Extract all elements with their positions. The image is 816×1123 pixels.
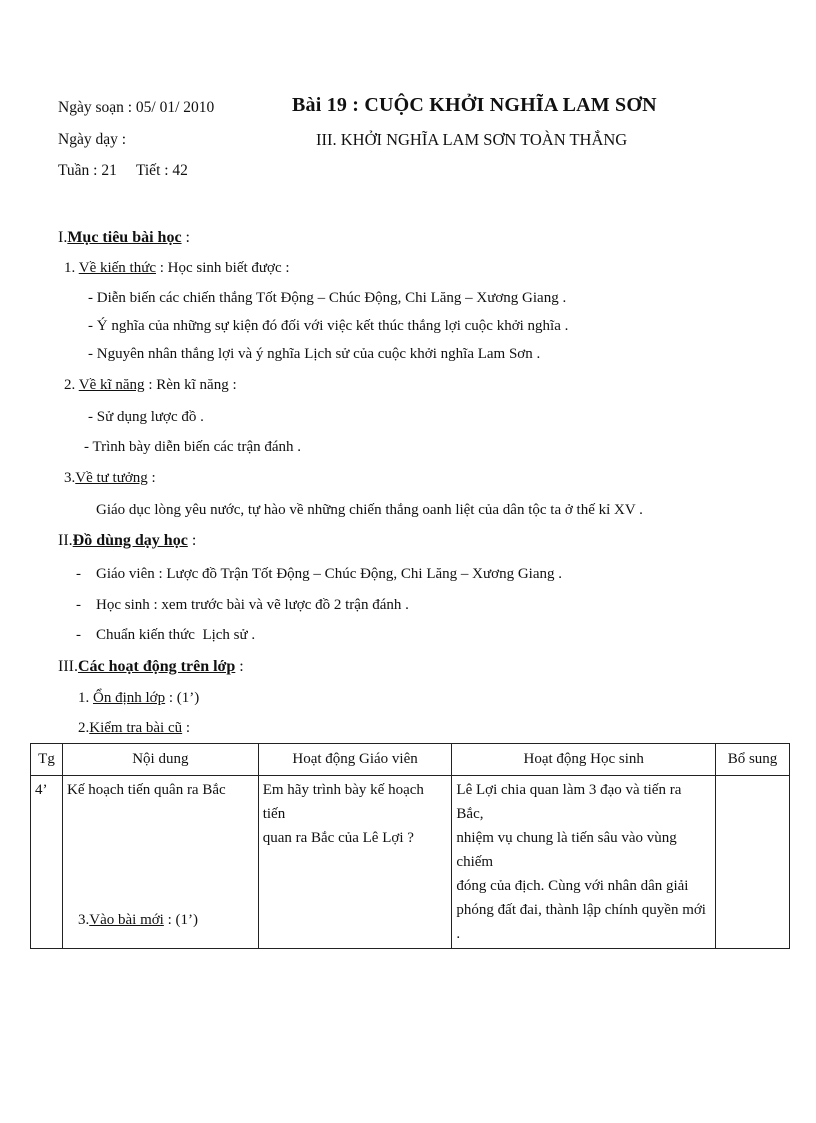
step-rest: : (1’) [165, 690, 200, 706]
subsection-number: 2. [64, 377, 79, 393]
subsection-number: 1. [64, 260, 79, 276]
week-period: Tuần : 21 Tiết : 42 [58, 162, 188, 179]
subsection-rest: : [147, 470, 156, 486]
section-number: III. [58, 658, 78, 675]
lesson-title: Bài 19 : CUỘC KHỞI NGHĨA LAM SƠN [292, 94, 657, 116]
step-rest: : [182, 720, 191, 736]
materials-item: - Giáo viên : Lược đồ Trận Tốt Động – Chúc Động, Chi Lăng – Xương Giang . [76, 566, 562, 582]
subsection-skills [64, 377, 237, 394]
subsection-number: 3. [64, 470, 76, 486]
knowledge-item: - Diễn biến các chiến thắng Tốt Động – Chúc Động, Chi Lăng – Xương Giang . [88, 290, 567, 306]
section-activities-heading [58, 658, 244, 676]
attitude-text: Giáo dục lòng yêu nước, tự hào về những chiến thắng oanh liệt của dân tộc ta ở thế kỉ XV . [96, 502, 643, 518]
col-header-teacher: Hoạt động Giáo viên [258, 744, 452, 776]
step-label: Vào bài mới [89, 912, 164, 928]
section-number: I. [58, 229, 68, 246]
step-review [78, 720, 190, 737]
subsection-label: Về tư tưởng [75, 470, 148, 486]
student-line: phóng đất đai, thành lập chính quyền mới . [456, 902, 706, 942]
section-suffix: : [187, 532, 197, 549]
step-label: Ổn định lớp [93, 690, 166, 706]
col-header-content: Nội dung [62, 744, 258, 776]
step-number: 1. [78, 690, 93, 706]
student-line: đóng của địch. Cùng với nhân dân giải [456, 878, 689, 894]
date-taught: Ngày dạy : [58, 131, 127, 148]
step-rest: : (1’) [163, 912, 198, 928]
cell-student [452, 776, 716, 949]
student-line: Lê Lợi chia quan làm 3 đạo và tiến ra Bắc, [456, 782, 682, 822]
subsection-label: Về kiến thức [78, 260, 157, 276]
col-header-notes: Bổ sung [716, 744, 790, 776]
knowledge-item: - Ý nghĩa của những sự kiện đó đối với việc kết thúc thắng lợi cuộc khởi nghĩa . [88, 318, 569, 334]
cell-teacher [258, 776, 452, 949]
subsection-rest: : Học sinh biết được : [156, 260, 290, 276]
subsection-label: Về kĩ năng [78, 377, 145, 393]
section-suffix: : [181, 229, 190, 246]
subsection-knowledge [64, 260, 290, 277]
knowledge-item: - Nguyên nhân thắng lợi và ý nghĩa Lịch sử của cuộc khởi nghĩa Lam Sơn . [88, 346, 541, 362]
materials-item: - Học sinh : xem trước bài và vẽ lược đồ 2 trận đánh . [76, 597, 409, 613]
date-prepared: Ngày soạn : 05/ 01/ 2010 [58, 99, 215, 116]
step-stabilize [78, 690, 199, 707]
cell-content: Kế hoạch tiến quân ra Bắc [62, 776, 258, 949]
step-label: Kiểm tra bài cũ [89, 720, 183, 736]
materials-item: - Chuẩn kiến thức Lịch sử . [76, 627, 256, 643]
section-number: II. [58, 532, 73, 549]
section-objectives-heading [58, 229, 190, 247]
cell-time: 4’ [31, 776, 63, 949]
col-header-student: Hoạt động Học sinh [452, 744, 716, 776]
subsection-attitude [64, 470, 156, 487]
section-title: Mục tiêu bài học [67, 229, 182, 246]
teacher-line: Em hãy trình bày kế hoạch tiến [262, 782, 424, 822]
section-title: Đồ dùng dạy học [72, 532, 188, 549]
skills-item: - Trình bày diễn biến các trận đánh . [84, 439, 302, 455]
section-suffix: : [235, 658, 244, 675]
skills-item: - Sử dụng lược đồ . [88, 409, 204, 425]
step-new-lesson [78, 912, 198, 929]
teacher-line: quan ra Bắc của Lê Lợi ? [262, 830, 414, 846]
col-header-time: Tg [31, 744, 63, 776]
section-materials-heading [58, 532, 196, 550]
student-line: nhiệm vụ chung là tiến sâu vào vùng chiếm [456, 830, 677, 870]
table-header-row [31, 744, 790, 776]
subsection-rest: : Rèn kĩ năng : [144, 377, 237, 393]
lesson-subtitle: III. KHỞI NGHĨA LAM SƠN TOÀN THẮNG [316, 130, 628, 149]
cell-notes [716, 776, 790, 949]
step-number: 2. [78, 720, 90, 736]
section-title: Các hoạt động trên lớp [77, 658, 236, 675]
step-number: 3. [78, 912, 90, 928]
